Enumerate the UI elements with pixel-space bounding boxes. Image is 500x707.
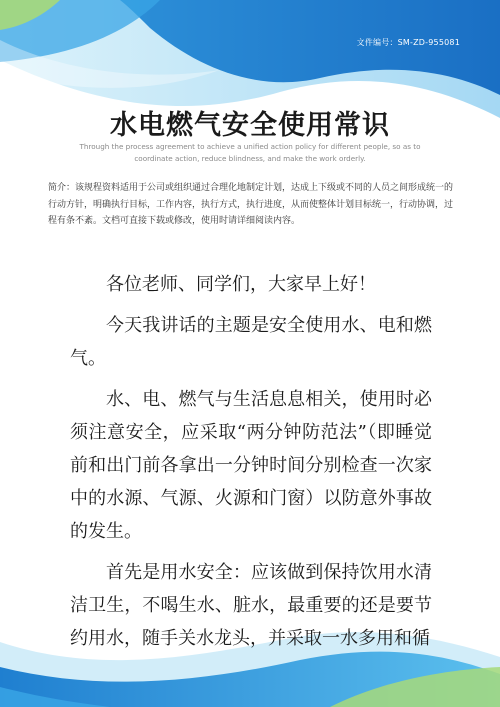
document-subtitle: Through the process agreement to achieve a unified action policy for different people, so as to coordinate action, reduce blindness, and make the work orderly. [79,142,421,163]
summary-label: 简介： [48,183,76,193]
file-number: 文件编号：SM-ZD-955081 [356,38,460,47]
body-paragraph: 首先是用水安全：应该做到保持饮用水清洁卫生，不喝生水、脏水，最重要的还是要节约用水，随手关水龙头，并采取一水多用和循 [70,562,432,649]
summary-text: 该规程资料适用于公司或组织通过合理化地制定计划，达成上下级或不同的人员之间形成统一的行动方针，明确执行目标，工作内容，执行方式，执行进度，从而使整体计划目标统一，行动协调，过程有条不紊。文档可直接下载或修改，使用时请详细阅读内容。 [48,183,454,226]
body-paragraph: 今天我讲话的主题是安全使用水、电和燃气。 [70,315,432,369]
summary-block [48,180,458,230]
body-paragraph: 水、电、燃气与生活息息相关，使用时必须注意安全，应采取“两分钟防范法”（即睡觉前和出门前各拿出一分钟时间分别检查一次家中的水源、气源、火源和门窗）以防意外事故的发生。 [70,389,432,542]
body-paragraph: 各位老师、同学们，大家早上好！ [106,274,376,295]
document-body [70,268,432,663]
document-title: 水电燃气安全使用常识 [110,110,390,141]
